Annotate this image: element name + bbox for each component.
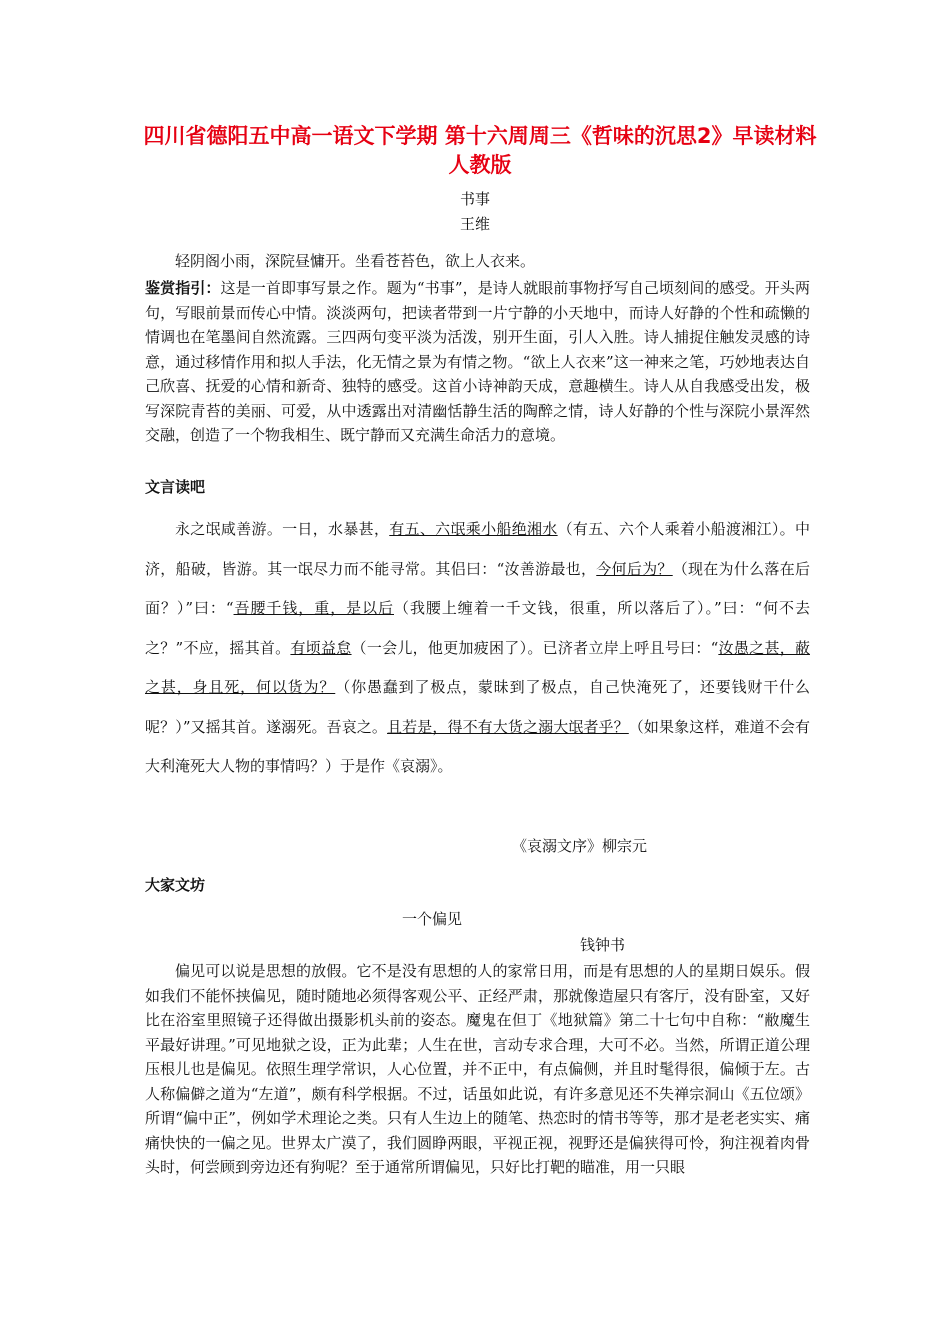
- text-segment: （我腰上缠着一千文钱，很重，所以落后了）。”曰：“何不去之？”不应，摇其首。: [145, 599, 810, 657]
- text-segment: （你愚蠢到了极点，蒙昧到了极点，自己快淹死了，还要钱财干什么呢？）”又摇其首。遂溺死。吾哀之。: [145, 678, 810, 736]
- document-title: 四川省德阳五中高一语文下学期 第十六周周三《哲味的沉思2》早读材料 人教版: [143, 124, 817, 177]
- underlined-phrase: 吾腰千钱，重，是以后: [233, 599, 394, 617]
- text-segment: 永之氓咸善游。一日，水暴甚，: [175, 520, 390, 538]
- appreciation-label: 鉴赏指引：: [145, 279, 221, 297]
- underlined-phrase: 汝愚之甚，蔽之甚，身且死，何以货为？: [145, 638, 810, 696]
- underlined-phrase: 有五、六氓乘小船绝湘水: [389, 520, 558, 538]
- wenyan-source: 《哀溺文序》柳宗元: [512, 837, 648, 855]
- section-heading-dajia: 大家文坊: [145, 876, 206, 894]
- appreciation-text: 这是一首即事写景之作。题为“书事”，是诗人就眼前事物抒写自己顷刻间的感受。开头两句，写眼前景而传心中情。淡淡两句，把读者带到一片宁静的小天地中，而诗人好静的个性和疏懒的情调也在笔墨间自然流露。三四两句变平淡为活泼，别开生面，引人入胜。诗人捕捉住触发灵感的诗意，通过移情作用和拟人手法，化无情之景为有情之物。“欲上人衣来”这一神来之笔，巧妙地表达自己欣喜、抚爱的心情和新奇、独特的感受。这首小诗神韵天成，意趣横生。诗人从自我感受出发，极写深院青苔的美丽、可爱，从中透露出对清幽恬静生活的陶醉之情，诗人好静的个性与深院小景浑然交融，创造了一个物我相生、既宁静而又充满生命活力的意境。: [145, 279, 810, 444]
- underlined-phrase: 有顷益怠: [290, 638, 352, 657]
- poem-author: 王维: [459, 215, 490, 233]
- essay-author: 钱钟书: [580, 936, 626, 954]
- poem-text: 轻阴阁小雨，深院昼慵开。坐看苍苔色，欲上人衣来。: [175, 252, 536, 270]
- text-segment: （现在为什么落在后面？）”曰：“: [145, 559, 810, 617]
- text-segment: （一会儿，他更加疲困了）。已济者立岸上呼且号曰：“: [351, 638, 719, 657]
- text-segment: （有五、六个人乘着小船渡湘江）。中济，船破，皆游。其一氓尽力而不能寻常。其侣曰：“汝善游最也，: [145, 520, 810, 578]
- underlined-phrase: 今何后为？: [596, 559, 673, 578]
- section-heading-wenyan: 文言读吧: [145, 478, 206, 496]
- underlined-phrase: 且若是，得不有大货之溺大氓者乎？: [387, 717, 629, 736]
- text-segment: （如果象这样，难道不会有大利淹死大人物的事情吗？）于是作《哀溺》。: [145, 717, 810, 775]
- appreciation-paragraph: [145, 276, 810, 448]
- poem-title: 书事: [459, 190, 490, 208]
- essay-paragraph: 偏见可以说是思想的放假。它不是没有思想的人的家常日用，而是有思想的人的星期日娱乐。假如我们不能怀挟偏见，随时随地必须得客观公平、正经严肃，那就像造屋只有客厅，没有卧室，又好比在浴室里照镜子还得做出摄影机头前的姿态。魔鬼在但丁《地狱篇》第二十七句中自称：“敝魔生平最好讲理。”可见地狱之设，正为此辈；人生在世，言动专求合理，大可不必。当然，所谓正道公理压根儿也是偏见。依照生理学常识，人心位置，并不正中，有点偏侧，并且时髦得很，偏倾于左。古人称偏僻之道为“左道”，颇有科学根据。不过，话虽如此说，有许多意见还不失禅宗洞山《五位颂》所谓“偏中正”，例如学术理论之类。只有人生边上的随笔、热恋时的情书等等，那才是老老实实、痛痛快快的一偏之见。世界太广漠了，我们圆睁两眼，平视正视，视野还是偏狭得可怜，狗注视着肉骨头时，何尝顾到旁边还有狗呢？至于通常所谓偏见，只好比打靶的瞄准，用一只眼: [145, 962, 810, 1176]
- wenyan-paragraph: [145, 510, 810, 787]
- essay-title: 一个偏见: [402, 910, 463, 928]
